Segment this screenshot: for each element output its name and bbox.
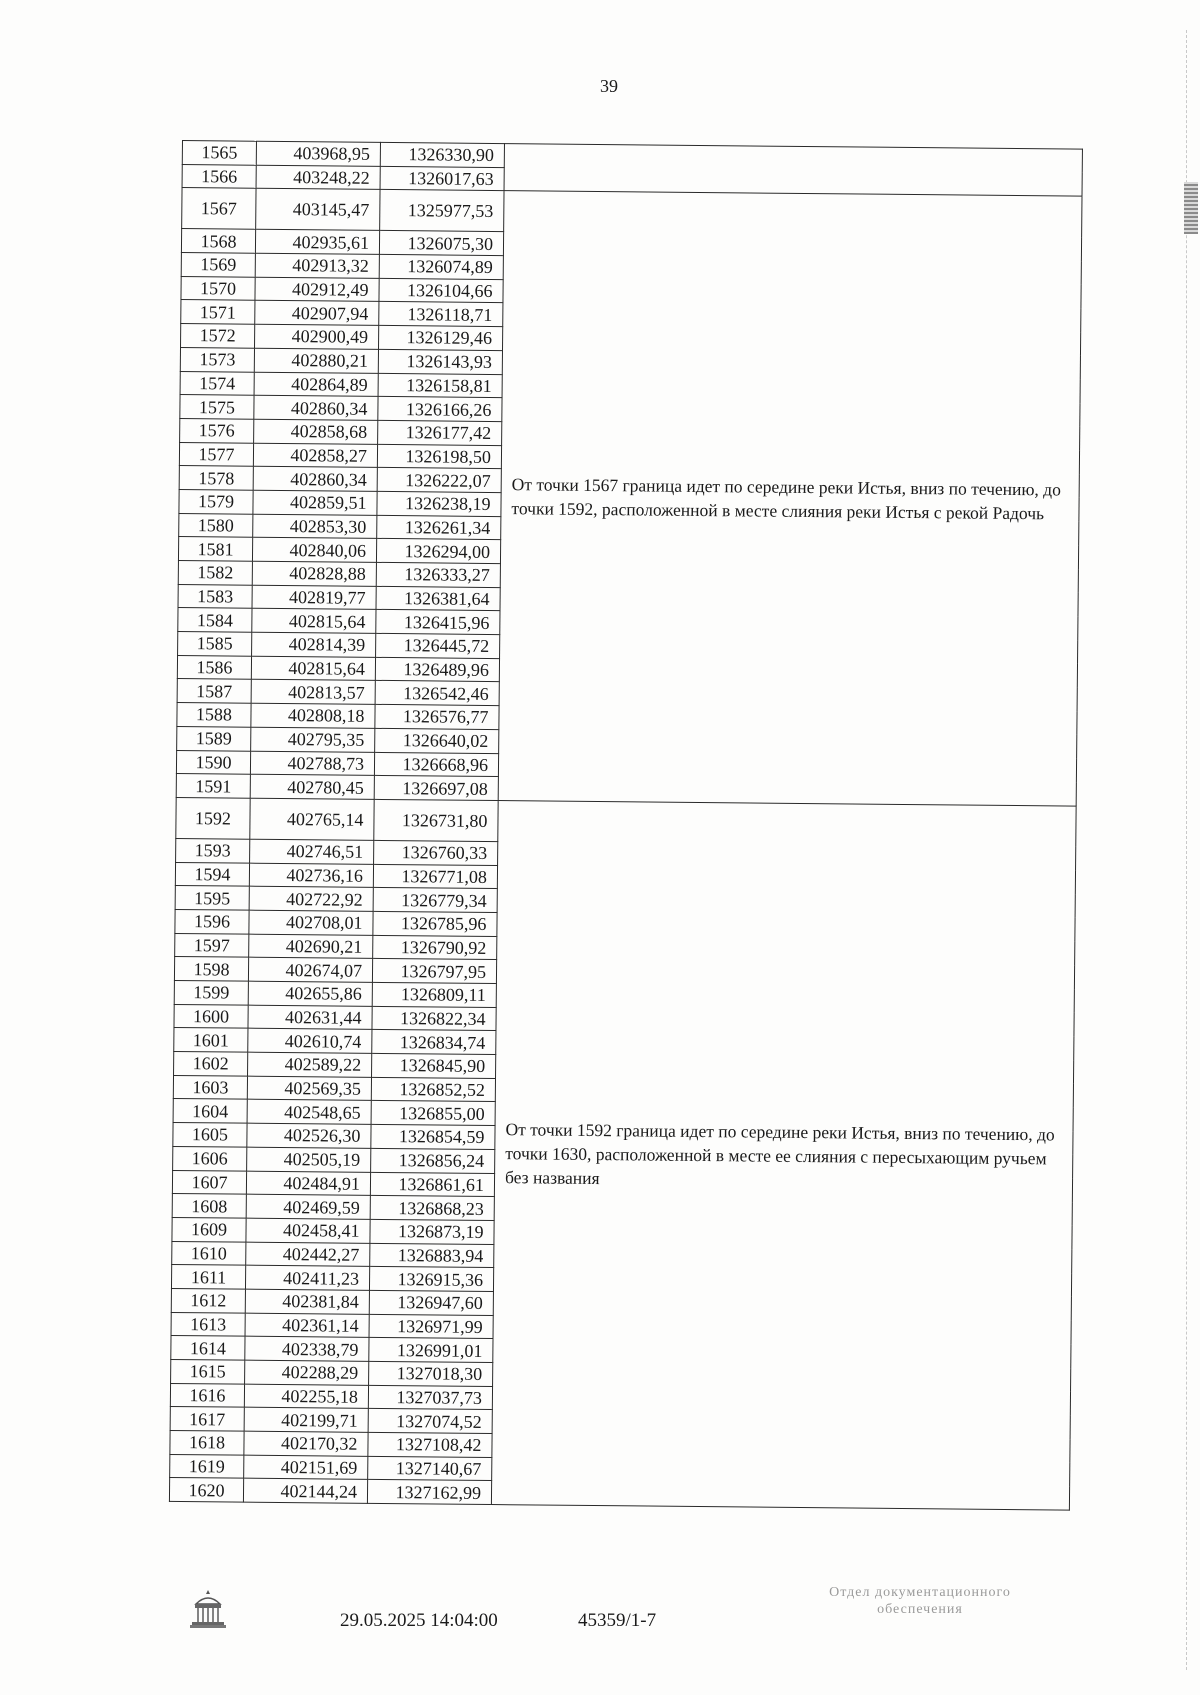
- x-coordinate-cell: 402813,57: [251, 680, 375, 705]
- x-coordinate-cell: 402674,07: [248, 957, 372, 982]
- x-coordinate-cell: 402690,21: [249, 934, 373, 959]
- point-number-cell: 1571: [181, 300, 255, 324]
- y-coordinate-cell: 1326697,08: [374, 776, 498, 801]
- x-coordinate-cell: 402858,27: [253, 443, 377, 468]
- x-coordinate-cell: 402780,45: [250, 774, 374, 799]
- point-number-cell: 1613: [171, 1312, 245, 1336]
- x-coordinate-cell: 402338,79: [245, 1336, 369, 1361]
- point-number-cell: 1577: [179, 442, 253, 466]
- footer-stamp: [770, 1584, 1070, 1618]
- point-number-cell: 1586: [177, 655, 251, 679]
- x-coordinate-cell: 402853,30: [253, 514, 377, 539]
- point-number-cell: 1575: [180, 395, 254, 419]
- point-number-cell: 1589: [177, 726, 251, 750]
- y-coordinate-cell: 1326158,81: [378, 373, 502, 398]
- x-coordinate-cell: 402442,27: [246, 1242, 370, 1267]
- point-number-cell: 1588: [177, 703, 251, 727]
- y-coordinate-cell: 1327074,52: [368, 1409, 492, 1434]
- point-number-cell: 1576: [180, 418, 254, 442]
- x-coordinate-cell: 402610,74: [248, 1029, 372, 1054]
- y-coordinate-cell: 1326166,26: [378, 397, 502, 422]
- y-coordinate-cell: 1326834,74: [372, 1030, 496, 1055]
- x-coordinate-cell: 402765,14: [250, 798, 374, 840]
- footer-document-number: 45359/1-7: [578, 1610, 657, 1631]
- y-coordinate-cell: 1327037,73: [368, 1385, 492, 1410]
- x-coordinate-cell: 402864,89: [254, 372, 378, 397]
- y-coordinate-cell: 1326074,89: [379, 254, 503, 279]
- point-number-cell: 1601: [174, 1028, 248, 1052]
- x-coordinate-cell: 402907,94: [255, 301, 379, 326]
- y-coordinate-cell: 1326883,94: [370, 1243, 494, 1268]
- y-coordinate-cell: 1326873,19: [370, 1219, 494, 1244]
- x-coordinate-cell: 402631,44: [248, 1005, 372, 1030]
- y-coordinate-cell: 1326118,71: [379, 302, 503, 327]
- y-coordinate-cell: 1326822,34: [372, 1006, 496, 1031]
- y-coordinate-cell: 1326855,00: [371, 1101, 495, 1126]
- boundary-description-cell: От точки 1592 граница идет по середине реки Истья, вниз по течению, до точки 1630, расположенной в месте ее слияния с пересыхающим ручьем без названия: [491, 800, 1076, 1510]
- y-coordinate-cell: 1326760,33: [374, 840, 498, 865]
- point-number-cell: 1570: [181, 276, 255, 300]
- point-number-cell: 1581: [178, 537, 252, 561]
- point-number-cell: 1599: [174, 980, 248, 1004]
- y-coordinate-cell: 1326542,46: [375, 681, 499, 706]
- point-number-cell: 1574: [180, 371, 254, 395]
- point-number-cell: 1584: [178, 608, 252, 632]
- point-number-cell: 1573: [180, 347, 254, 371]
- y-coordinate-cell: 1326445,72: [376, 633, 500, 658]
- x-coordinate-cell: 402411,23: [245, 1265, 369, 1290]
- y-coordinate-cell: 1327140,67: [368, 1456, 492, 1481]
- y-coordinate-cell: 1326668,96: [374, 752, 498, 777]
- y-coordinate-cell: 1327018,30: [369, 1361, 493, 1386]
- y-coordinate-cell: 1326731,80: [374, 799, 498, 841]
- point-number-cell: 1618: [170, 1431, 244, 1455]
- x-coordinate-cell: 402814,39: [252, 632, 376, 657]
- y-coordinate-cell: 1327108,42: [368, 1432, 492, 1457]
- y-coordinate-cell: 1326971,99: [369, 1314, 493, 1339]
- y-coordinate-cell: 1326294,00: [376, 539, 500, 564]
- point-number-cell: 1582: [178, 560, 252, 584]
- y-coordinate-cell: 1326104,66: [379, 278, 503, 303]
- x-coordinate-cell: 402505,19: [247, 1147, 371, 1172]
- x-coordinate-cell: 402858,68: [254, 419, 378, 444]
- y-coordinate-cell: 1326771,08: [373, 864, 497, 889]
- y-coordinate-cell: 1326640,02: [375, 728, 499, 753]
- point-number-cell: 1608: [172, 1194, 246, 1218]
- point-number-cell: 1620: [169, 1478, 243, 1502]
- y-coordinate-cell: 1326222,07: [377, 468, 501, 493]
- scan-marker: [1184, 182, 1198, 234]
- y-coordinate-cell: 1326576,77: [375, 705, 499, 730]
- x-coordinate-cell: 402708,01: [249, 910, 373, 935]
- point-number-cell: 1569: [181, 253, 255, 277]
- point-number-cell: 1612: [171, 1288, 245, 1312]
- point-number-cell: 1609: [172, 1217, 246, 1241]
- y-coordinate-cell: 1326415,96: [376, 610, 500, 635]
- point-number-cell: 1583: [178, 584, 252, 608]
- point-number-cell: 1596: [175, 909, 249, 933]
- y-coordinate-cell: 1326017,63: [380, 166, 504, 191]
- point-number-cell: 1594: [175, 862, 249, 886]
- y-coordinate-cell: 1326330,90: [380, 142, 504, 167]
- x-coordinate-cell: 402746,51: [250, 839, 374, 864]
- x-coordinate-cell: 402840,06: [252, 538, 376, 563]
- y-coordinate-cell: 1326198,50: [377, 444, 501, 469]
- y-coordinate-cell: 1326129,46: [379, 326, 503, 351]
- y-coordinate-cell: 1326915,36: [369, 1267, 493, 1292]
- point-number-cell: 1598: [174, 957, 248, 981]
- x-coordinate-cell: 402935,61: [255, 230, 379, 255]
- x-coordinate-cell: 402144,24: [243, 1479, 367, 1504]
- x-coordinate-cell: 402381,84: [245, 1289, 369, 1314]
- x-coordinate-cell: 402900,49: [255, 324, 379, 349]
- point-number-cell: 1565: [182, 141, 256, 165]
- x-coordinate-cell: 402484,91: [246, 1171, 370, 1196]
- point-number-cell: 1602: [174, 1052, 248, 1076]
- point-number-cell: 1611: [171, 1265, 245, 1289]
- y-coordinate-cell: 1326947,60: [369, 1290, 493, 1315]
- x-coordinate-cell: 402795,35: [251, 727, 375, 752]
- x-coordinate-cell: 402569,35: [247, 1076, 371, 1101]
- x-coordinate-cell: 402828,88: [252, 561, 376, 586]
- x-coordinate-cell: 402361,14: [245, 1313, 369, 1338]
- point-number-cell: 1604: [173, 1099, 247, 1123]
- y-coordinate-cell: 1326489,96: [375, 657, 499, 682]
- x-coordinate-cell: 402736,16: [249, 863, 373, 888]
- x-coordinate-cell: 402458,41: [246, 1218, 370, 1243]
- x-coordinate-cell: 402912,49: [255, 277, 379, 302]
- x-coordinate-cell: 402255,18: [244, 1384, 368, 1409]
- point-number-cell: 1568: [181, 229, 255, 253]
- y-coordinate-cell: 1326797,95: [372, 959, 496, 984]
- x-coordinate-cell: 402288,29: [245, 1360, 369, 1385]
- y-coordinate-cell: 1326856,24: [371, 1148, 495, 1173]
- page-number: 39: [600, 76, 618, 96]
- y-coordinate-cell: 1326177,42: [378, 420, 502, 445]
- y-coordinate-cell: 1326854,59: [371, 1124, 495, 1149]
- point-number-cell: 1617: [170, 1407, 244, 1431]
- point-number-cell: 1600: [174, 1004, 248, 1028]
- y-coordinate-cell: 1326238,19: [377, 491, 501, 516]
- x-coordinate-cell: 402469,59: [246, 1194, 370, 1219]
- footer-date: 29.05.2025 14:04:00: [340, 1610, 498, 1631]
- x-coordinate-cell: 403145,47: [256, 189, 380, 231]
- point-number-cell: 1616: [170, 1383, 244, 1407]
- y-coordinate-cell: 1326333,27: [376, 562, 500, 587]
- y-coordinate-cell: 1327162,99: [367, 1480, 491, 1505]
- y-coordinate-cell: 1326261,34: [377, 515, 501, 540]
- x-coordinate-cell: 402815,64: [252, 609, 376, 634]
- x-coordinate-cell: 402860,34: [253, 466, 377, 491]
- point-number-cell: 1585: [178, 632, 252, 656]
- point-number-cell: 1566: [182, 164, 256, 188]
- point-number-cell: 1619: [170, 1454, 244, 1478]
- point-number-cell: 1592: [176, 797, 250, 839]
- point-number-cell: 1579: [179, 489, 253, 513]
- x-coordinate-cell: 403248,22: [256, 165, 380, 190]
- point-number-cell: 1606: [173, 1146, 247, 1170]
- x-coordinate-cell: 402655,86: [248, 981, 372, 1006]
- point-number-cell: 1607: [172, 1170, 246, 1194]
- x-coordinate-cell: 402859,51: [253, 490, 377, 515]
- point-number-cell: 1603: [173, 1075, 247, 1099]
- coordinates-table: [169, 140, 1083, 1511]
- y-coordinate-cell: 1326809,11: [372, 982, 496, 1007]
- emblem-icon: [188, 1588, 228, 1630]
- coordinates-table-body: [169, 141, 1082, 1511]
- y-coordinate-cell: 1326868,23: [370, 1196, 494, 1221]
- x-coordinate-cell: 402589,22: [248, 1052, 372, 1077]
- x-coordinate-cell: 403968,95: [256, 141, 380, 166]
- point-number-cell: 1597: [175, 933, 249, 957]
- point-number-cell: 1593: [176, 838, 250, 862]
- point-number-cell: 1590: [176, 750, 250, 774]
- stamp-line-2: обеспечения: [877, 1602, 963, 1617]
- point-number-cell: 1610: [172, 1241, 246, 1265]
- point-number-cell: 1615: [171, 1359, 245, 1383]
- x-coordinate-cell: 402815,64: [251, 656, 375, 681]
- x-coordinate-cell: 402526,30: [247, 1123, 371, 1148]
- x-coordinate-cell: 402819,77: [252, 585, 376, 610]
- y-coordinate-cell: 1326991,01: [369, 1338, 493, 1363]
- y-coordinate-cell: 1326075,30: [379, 231, 503, 256]
- y-coordinate-cell: 1326785,96: [373, 911, 497, 936]
- y-coordinate-cell: 1326381,64: [376, 586, 500, 611]
- x-coordinate-cell: 402913,32: [255, 253, 379, 278]
- x-coordinate-cell: 402722,92: [249, 886, 373, 911]
- y-coordinate-cell: 1326779,34: [373, 888, 497, 913]
- point-number-cell: 1578: [179, 466, 253, 490]
- y-coordinate-cell: 1326852,52: [371, 1077, 495, 1102]
- x-coordinate-cell: 402788,73: [250, 751, 374, 776]
- x-coordinate-cell: 402548,65: [247, 1100, 371, 1125]
- x-coordinate-cell: 402199,71: [244, 1408, 368, 1433]
- y-coordinate-cell: 1325977,53: [380, 190, 504, 232]
- point-number-cell: 1572: [181, 324, 255, 348]
- y-coordinate-cell: 1326861,61: [370, 1172, 494, 1197]
- y-coordinate-cell: 1326845,90: [372, 1053, 496, 1078]
- stamp-line-1: Отдел документационного: [829, 1585, 1011, 1600]
- point-number-cell: 1595: [175, 886, 249, 910]
- boundary-description-cell: [504, 144, 1082, 197]
- point-number-cell: 1587: [177, 679, 251, 703]
- x-coordinate-cell: 402170,32: [244, 1431, 368, 1456]
- point-number-cell: 1567: [182, 188, 256, 230]
- point-number-cell: 1605: [173, 1123, 247, 1147]
- x-coordinate-cell: 402808,18: [251, 703, 375, 728]
- y-coordinate-cell: 1326143,93: [378, 349, 502, 374]
- y-coordinate-cell: 1326790,92: [373, 935, 497, 960]
- boundary-description-cell: От точки 1567 граница идет по середине реки Истья, вниз по течению, до точки 1592, расположенной в месте слияния реки Истья с рекой Радочь: [498, 191, 1082, 806]
- x-coordinate-cell: 402151,69: [244, 1455, 368, 1480]
- point-number-cell: 1580: [179, 513, 253, 537]
- x-coordinate-cell: 402880,21: [254, 348, 378, 373]
- point-number-cell: 1614: [171, 1336, 245, 1360]
- x-coordinate-cell: 402860,34: [254, 395, 378, 420]
- scan-edge-line: [1186, 30, 1188, 1670]
- point-number-cell: 1591: [176, 774, 250, 798]
